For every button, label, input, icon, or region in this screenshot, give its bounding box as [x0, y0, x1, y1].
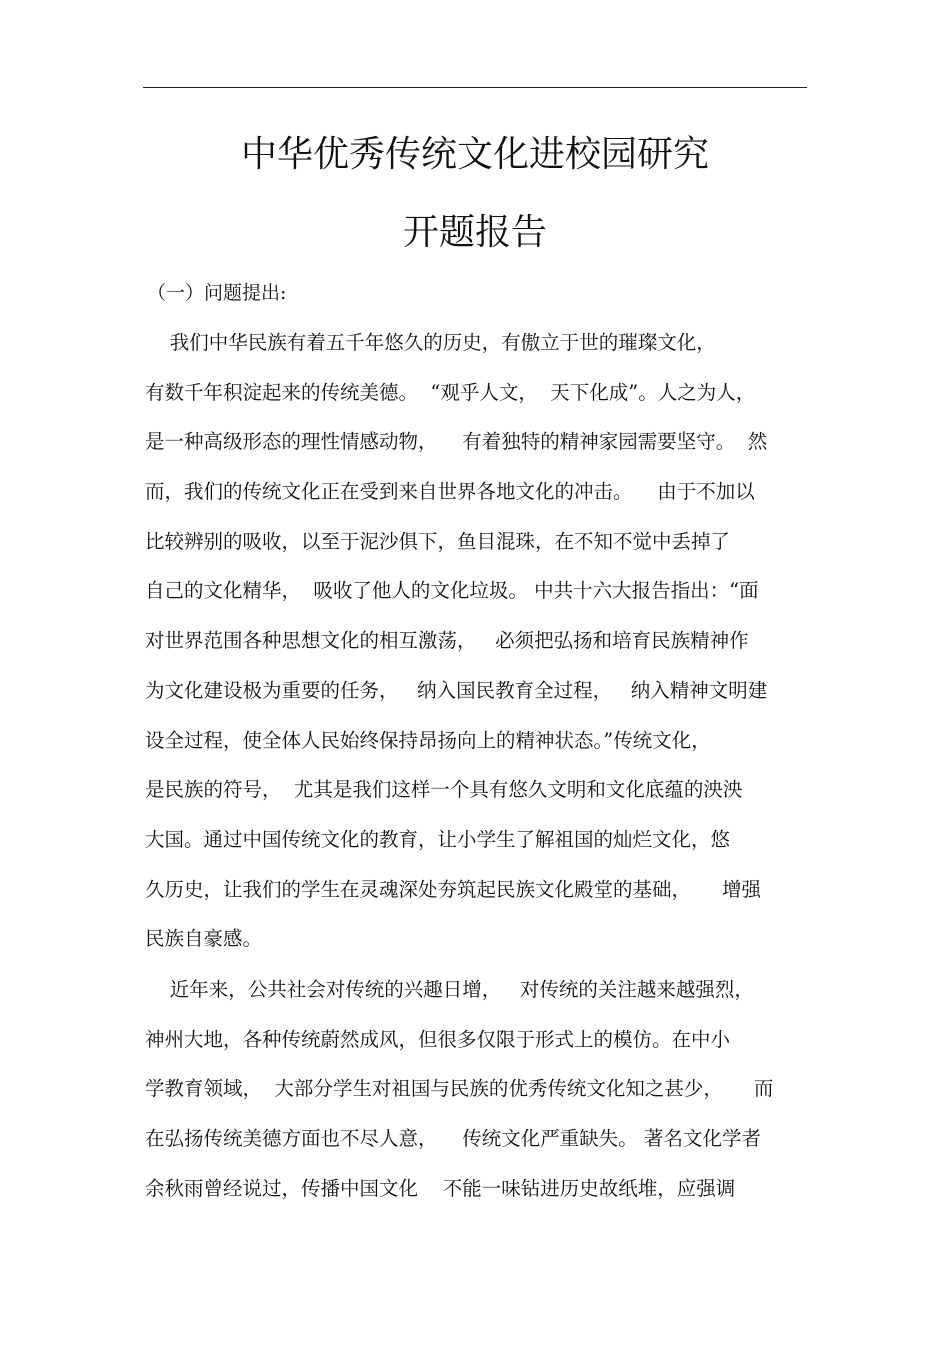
paragraph-line: 我们中华民族有着五千年悠久的历史，有傲立于世的璀璨文化， [145, 331, 716, 354]
section-heading: （一）问题提出: [147, 282, 287, 304]
paragraph-line: 有数千年积淀起来的传统美德。 “观乎人文， 天下化成”。人之为人， [145, 380, 756, 404]
paragraph-line: 设全过程，使全体人民始终保持昂扬向上的精神状态。”传统文化， [145, 728, 711, 752]
paragraph-line: 在弘扬传统美德方面也不尽人意， 传统文化严重缺失。 著名文化学者 [145, 1127, 761, 1151]
body-paragraph-2 [145, 977, 815, 1225]
document-title-line1: 中华优秀传统文化进校园研究 [240, 134, 709, 175]
paragraph-line: 比较辨别的吸收，以至于泥沙俱下，鱼目混珠，在不知不觉中丢掉了 [145, 529, 731, 553]
paragraph-line: 为文化建设极为重要的任务， 纳入国民教育全过程， 纳入精神文明建 [145, 678, 768, 702]
body-paragraph-1 [145, 330, 815, 976]
header-rule [143, 87, 807, 88]
paragraph-line: 大国。通过中国传统文化的教育，让小学生了解祖国的灿烂文化，悠 [145, 827, 731, 851]
paragraph-line: 民族自豪感。 [145, 927, 263, 951]
paragraph-line: 是一种高级形态的理性情感动物， 有着独特的精神家园需要坚守。 然 [145, 430, 768, 454]
paragraph-line: 而，我们的传统文化正在受到来自世界各地文化的冲击。 由于不加以 [145, 480, 755, 504]
paragraph-line: 是民族的符号， 尤其是我们这样一个具有悠久文明和文化底蕴的泱泱 [145, 778, 743, 802]
paragraph-line: 久历史，让我们的学生在灵魂深处夯筑起民族文化殿堂的基础， 增强 [145, 877, 761, 901]
paragraph-line: 余秋雨曾经说过，传播中国文化 不能一味钻进历史故纸堆，应强调 [145, 1176, 736, 1200]
document-title-line2: 开题报告 [402, 212, 547, 253]
paragraph-line: 近年来，公共社会对传统的兴趣日增， 对传统的关注越来越强烈， [145, 978, 754, 1001]
paragraph-line: 神州大地，各种传统蔚然成风，但很多仅限于形式上的模仿。在中小 [145, 1027, 731, 1051]
paragraph-line: 对世界范围各种思想文化的相互激荡， 必须把弘扬和培育民族精神作 [145, 629, 749, 653]
paragraph-line: 自己的文化精华， 吸收了他人的文化垃圾。 中共十六大报告指出：“面 [145, 579, 759, 603]
paragraph-line: 学教育领域， 大部分学生对祖国与民族的优秀传统文化知之甚少， 而 [145, 1077, 774, 1101]
